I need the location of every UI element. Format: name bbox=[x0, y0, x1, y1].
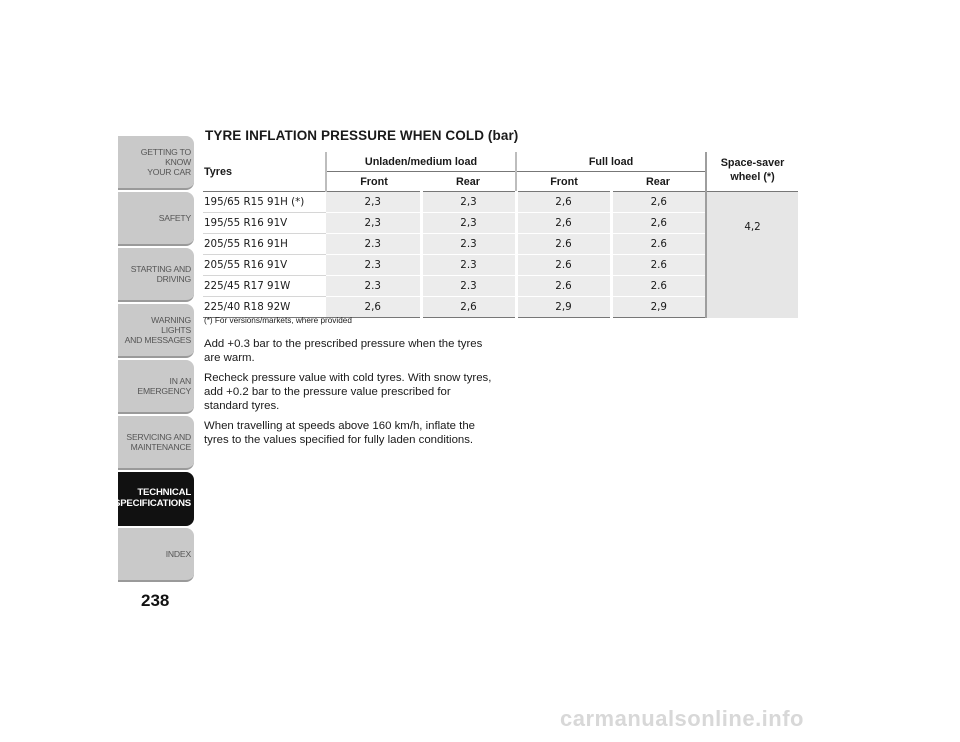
paragraph-warm-tyres: Add +0.3 bar to the prescribed pressure when the tyres are warm. bbox=[204, 338, 483, 364]
instructions-text bbox=[204, 337, 494, 453]
full-front-value: 2,6 bbox=[516, 213, 611, 234]
tab-warning-lights[interactable] bbox=[118, 304, 194, 358]
header-unladen-load: Unladen/medium load bbox=[326, 152, 516, 172]
full-rear-value: 2.6 bbox=[611, 234, 706, 255]
tab-servicing-and-maintenance[interactable] bbox=[118, 416, 194, 470]
unladen-rear-value: 2,3 bbox=[421, 192, 516, 213]
full-front-value: 2,9 bbox=[516, 297, 611, 318]
table-header-row bbox=[203, 152, 798, 172]
tab-safety[interactable] bbox=[118, 192, 194, 246]
tyre-size: 195/65 R15 91H (*) bbox=[203, 192, 326, 213]
full-front-value: 2,6 bbox=[516, 192, 611, 213]
tyre-size: 195/55 R16 91V bbox=[203, 213, 326, 234]
unladen-front-value: 2.3 bbox=[326, 255, 421, 276]
tab-label: INDEX bbox=[165, 549, 191, 559]
full-rear-value: 2.6 bbox=[611, 255, 706, 276]
header-full-load: Full load bbox=[516, 152, 706, 172]
page-number: 238 bbox=[141, 591, 170, 610]
tab-label: GETTING TO KNOW YOUR CAR bbox=[140, 147, 191, 177]
table-footnote: (*) For versions/markets, where provided bbox=[204, 316, 352, 325]
full-rear-value: 2,9 bbox=[611, 297, 706, 318]
full-front-value: 2.6 bbox=[516, 234, 611, 255]
tab-getting-to-know-your-car[interactable] bbox=[118, 136, 194, 190]
tab-technical-specifications[interactable] bbox=[114, 472, 194, 526]
unladen-front-value: 2.3 bbox=[326, 276, 421, 297]
tab-label: STARTING AND DRIVING bbox=[130, 264, 191, 284]
tyre-size: 205/55 R16 91V bbox=[203, 255, 326, 276]
page-title: TYRE INFLATION PRESSURE WHEN COLD (bar) bbox=[205, 128, 519, 143]
header-space-saver-wheel: Space-saver wheel (*) bbox=[706, 152, 798, 192]
tyre-pressure-table-wrapper bbox=[203, 152, 798, 318]
header-unladen-rear: Rear bbox=[421, 172, 516, 192]
space-saver-value: 4,2 bbox=[706, 192, 798, 318]
tyre-size: 225/45 R17 91W bbox=[203, 276, 326, 297]
paragraph-snow-tyres: Recheck pressure value with cold tyres. With snow tyres, add +0.2 bar to the pressure value prescribed for standard tyres. bbox=[204, 372, 492, 412]
tyre-size: 205/55 R16 91H bbox=[203, 234, 326, 255]
full-rear-value: 2,6 bbox=[611, 213, 706, 234]
unladen-rear-value: 2.3 bbox=[421, 276, 516, 297]
unladen-rear-value: 2,3 bbox=[421, 213, 516, 234]
tab-index[interactable] bbox=[118, 528, 194, 582]
tab-in-an-emergency[interactable] bbox=[118, 360, 194, 414]
header-unladen-front: Front bbox=[326, 172, 421, 192]
tab-starting-and-driving[interactable] bbox=[118, 248, 194, 302]
unladen-rear-value: 2.3 bbox=[421, 234, 516, 255]
unladen-front-value: 2.3 bbox=[326, 234, 421, 255]
tab-label: WARNING LIGHTS AND MESSAGES bbox=[124, 315, 191, 345]
full-front-value: 2.6 bbox=[516, 276, 611, 297]
table-row bbox=[203, 192, 798, 213]
unladen-front-value: 2,3 bbox=[326, 192, 421, 213]
unladen-rear-value: 2,6 bbox=[421, 297, 516, 318]
tab-label: IN AN EMERGENCY bbox=[137, 376, 191, 396]
unladen-front-value: 2,3 bbox=[326, 213, 421, 234]
full-rear-value: 2,6 bbox=[611, 192, 706, 213]
tyre-size: 225/40 R18 92W bbox=[203, 297, 326, 318]
full-front-value: 2.6 bbox=[516, 255, 611, 276]
tab-label: SERVICING AND MAINTENANCE bbox=[126, 432, 191, 452]
tab-label: SAFETY bbox=[158, 213, 191, 223]
paragraph-high-speed: When travelling at speeds above 160 km/h, inflate the tyres to the values specified for fully laden conditions. bbox=[204, 420, 476, 446]
tab-label: TECHNICAL SPECIFICATIONS bbox=[114, 487, 191, 509]
watermark: carmanualsonline.info bbox=[560, 706, 804, 731]
unladen-front-value: 2,6 bbox=[326, 297, 421, 318]
full-rear-value: 2.6 bbox=[611, 276, 706, 297]
header-full-rear: Rear bbox=[611, 172, 706, 192]
header-tyres: Tyres bbox=[203, 152, 326, 192]
unladen-rear-value: 2.3 bbox=[421, 255, 516, 276]
tyre-pressure-table bbox=[203, 152, 798, 318]
header-full-front: Front bbox=[516, 172, 611, 192]
